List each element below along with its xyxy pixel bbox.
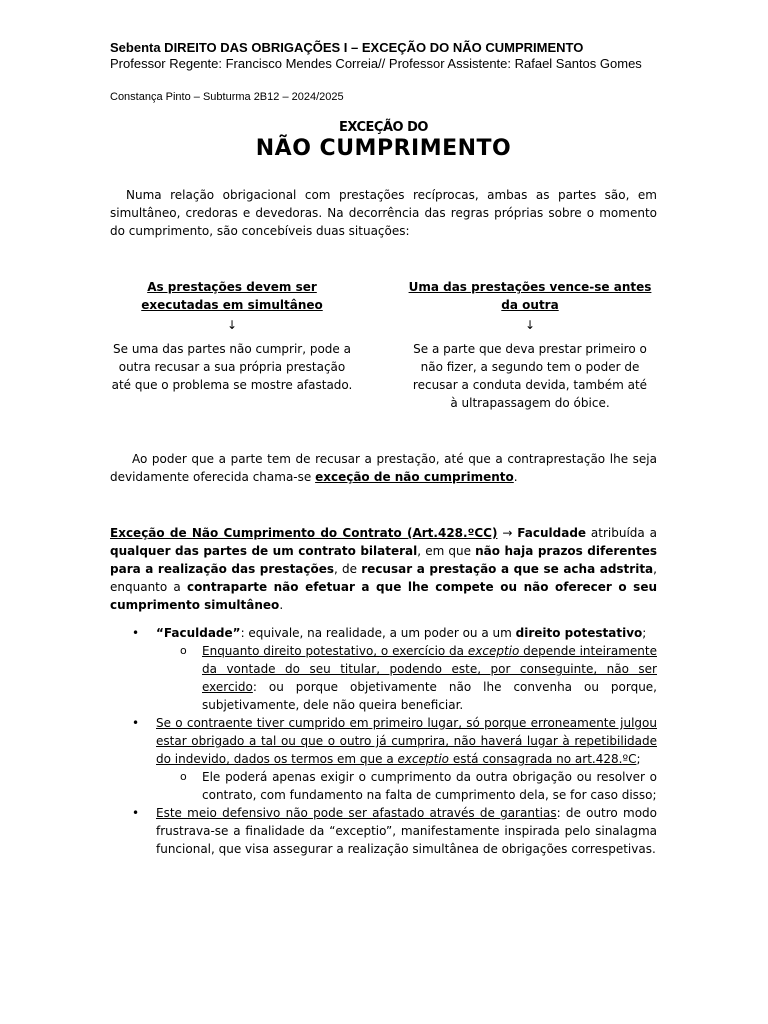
bullet-text-underlined: está consagrada no art.428.ºC bbox=[449, 752, 637, 766]
situation-simultaneous-heading: As prestações devem ser executadas em simultâneo bbox=[141, 280, 323, 312]
bullet-text-underlined: Se o contraente tiver cumprido em primeiro lugar, só porque erroneamente julgou estar obrigado a tal ou que o outro já cumprira, não haverá lugar à repetibilidade do indevido, dados os termos em que a bbox=[156, 716, 657, 766]
situation-simultaneous-text: Se uma das partes não cumprir, pode a outra recusar a sua própria prestação até que o problema se mostre afastado. bbox=[111, 342, 353, 392]
article-text: . bbox=[279, 598, 284, 612]
list-item bbox=[110, 624, 657, 714]
article-faculdade: Faculdade bbox=[517, 526, 587, 540]
article-bold: contraparte não efetuar a que lhe compete ou não oferecer o seu cumprimento simultâneo bbox=[110, 580, 658, 612]
sub-list bbox=[156, 768, 657, 804]
sub-bullet-icon: o bbox=[180, 644, 187, 657]
header-author: Constança Pinto – Subturma 2B12 – 2024/2025 bbox=[110, 91, 344, 103]
article-text: , de bbox=[334, 562, 362, 576]
bullet-text: ; bbox=[642, 626, 647, 640]
header-course-title: Sebenta DIREITO DAS OBRIGAÇÕES I – EXCEÇÃO DO NÃO CUMPRIMENTO bbox=[110, 40, 584, 55]
bullet-icon: • bbox=[132, 716, 140, 730]
definition-text: Ao poder que a parte tem de recusar a prestação, até que a contraprestação lhe seja devidamente oferecida chama-se bbox=[110, 452, 657, 484]
intro-paragraph: Numa relação obrigacional com prestações recíprocas, ambas as partes são, em simultâneo, credoras e devedoras. Na decorrência das regras próprias sobre o momento do cumprimento, são concebíveis duas situações: bbox=[110, 188, 657, 238]
bullet-icon: • bbox=[132, 806, 140, 820]
title-main-line: NÃO CUMPRIMENTO bbox=[255, 136, 512, 161]
definition-end: . bbox=[513, 470, 518, 484]
article-text: atribuída a bbox=[586, 526, 658, 540]
two-situations-columns bbox=[110, 278, 657, 408]
down-arrow-icon: ↓ bbox=[226, 318, 238, 332]
sub-list-item bbox=[156, 642, 657, 714]
situation-simultaneous bbox=[110, 278, 354, 394]
article-text: , enquanto a bbox=[110, 562, 657, 594]
sub-text-underlined: depende inteiramente da vontade do seu titular, podendo este, por conseguinte, não ser exercido bbox=[202, 644, 657, 694]
bullet-text: ; bbox=[636, 752, 641, 766]
down-arrow-icon: ↓ bbox=[524, 318, 536, 332]
sub-text: : ou porque objetivamente não lhe convenha ou porque, subjetivamente, dele não queira beneficiar. bbox=[202, 680, 657, 712]
list-item bbox=[110, 804, 657, 858]
sub-text: Ele poderá apenas exigir o cumprimento da outra obrigação ou resolver o contrato, com fundamento na falta de cumprimento dela, se for caso disso; bbox=[202, 770, 657, 802]
article-bold: qualquer das partes de um contrato bilateral bbox=[110, 544, 418, 558]
bullet-list bbox=[110, 624, 657, 858]
article-bold: recusar a prestação a que se acha adstrita bbox=[361, 562, 654, 576]
arrow-right-icon: → bbox=[497, 526, 518, 540]
situation-one-first-text: Se a parte que deva prestar primeiro o não fizer, a segundo tem o poder de recusar a conduta devida, também até à ultrapassagem do óbice. bbox=[412, 342, 648, 410]
article-text: , em que bbox=[417, 544, 476, 558]
article-bold: não haja prazos diferentes para a realização das prestações bbox=[110, 544, 657, 576]
document-page bbox=[110, 40, 657, 858]
bullet-icon: • bbox=[132, 626, 140, 640]
definition-paragraph bbox=[110, 450, 657, 486]
bullet-bold: direito potestativo bbox=[515, 626, 643, 640]
article-paragraph bbox=[110, 524, 657, 614]
title-top-line: EXCEÇÃO DO bbox=[339, 120, 428, 135]
article-reference: Exceção de Não Cumprimento do Contrato (Art.428.ºCC) bbox=[110, 526, 498, 540]
header-professors: Professor Regente: Francisco Mendes Correia// Professor Assistente: Rafael Santos Gomes bbox=[110, 56, 642, 71]
bullet-text: : equivale, na realidade, a um poder ou a um bbox=[240, 626, 516, 640]
situation-one-first-heading: Uma das prestações vence-se antes da outra bbox=[408, 280, 652, 312]
sub-text-italic: exceptio bbox=[467, 644, 520, 658]
sub-bullet-icon: o bbox=[180, 770, 187, 783]
bullet-text: : de outro modo frustrava-se a finalidade da “exceptio”, manifestamente inspirada pelo sinalagma funcional, que visa assegurar a realização simultânea de obrigações correspetivas. bbox=[156, 806, 657, 856]
sub-list bbox=[156, 642, 657, 714]
bullet-term: “Faculdade” bbox=[156, 626, 241, 640]
sub-text-underlined: Enquanto direito potestativo, o exercício da bbox=[202, 644, 468, 658]
situation-one-first bbox=[408, 278, 652, 412]
list-item bbox=[110, 714, 657, 804]
sub-list-item bbox=[156, 768, 657, 804]
bullet-text-italic: exceptio bbox=[397, 752, 449, 766]
bullet-text-underlined: Este meio defensivo não pode ser afastado através de garantias bbox=[156, 806, 557, 820]
definition-term: exceção de não cumprimento bbox=[315, 470, 514, 484]
